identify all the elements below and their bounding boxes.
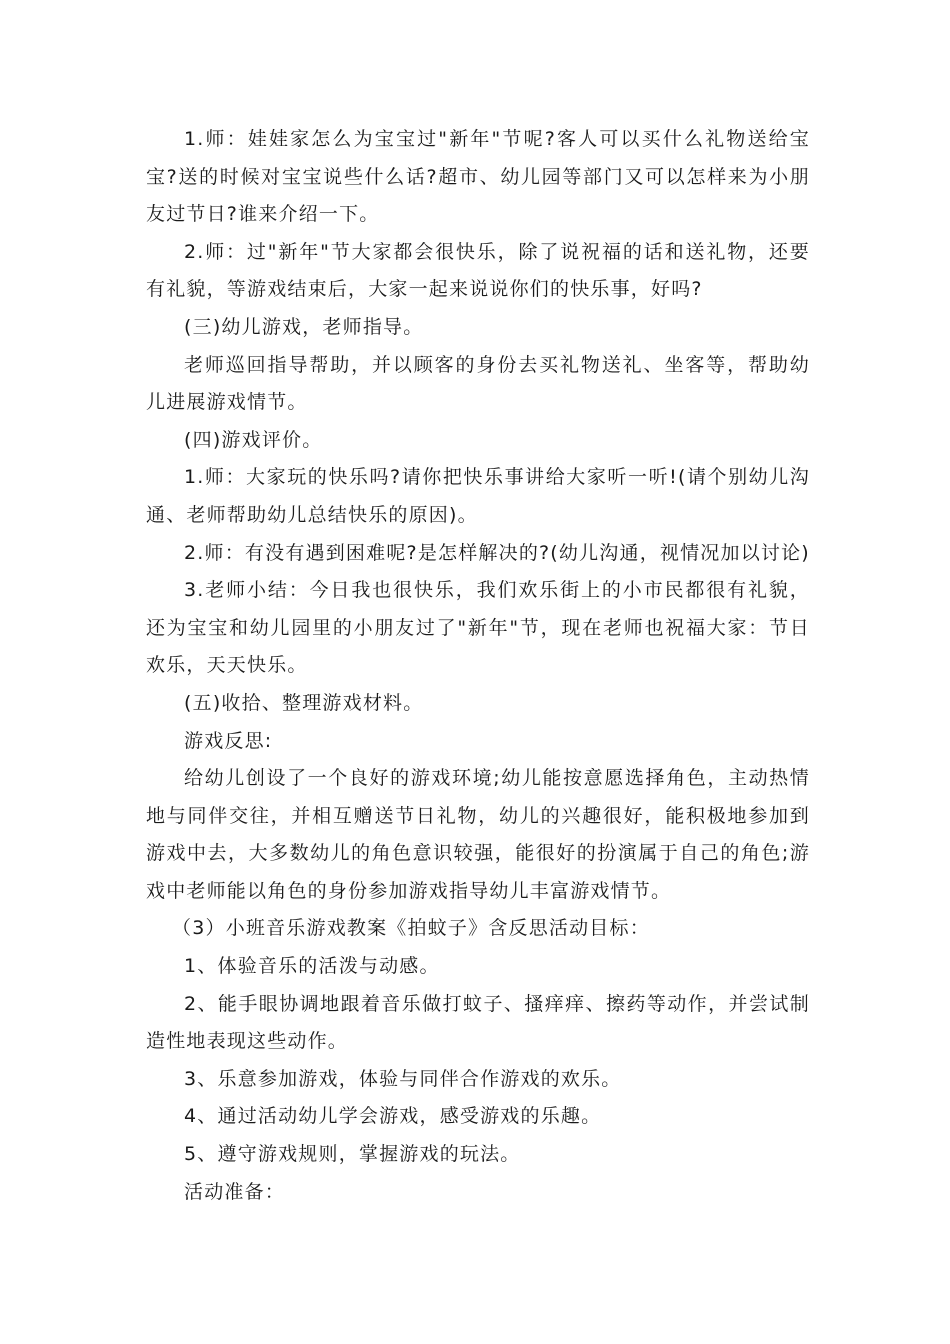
paragraph-evaluation-2: 2.师：有没有遇到困难呢?是怎样解决的?(幼儿沟通，视情况加以讨论) xyxy=(184,541,810,564)
goal-item-5: 5、遵守游戏规则，掌握游戏的玩法。 xyxy=(184,1143,521,1166)
paragraph-reflection: 给幼儿创设了一个良好的游戏环境;幼儿能按意愿选择角色，主动热情地与同伴交往，并相互赠送节日礼物，幼儿的兴趣很好，能积极地参加到游戏中去，大多数幼儿的角色意识较强，能很好的扮演属于自己的角色;游戏中老师能以角色的身份参加游戏指导幼儿丰富游戏情节。 xyxy=(146,767,810,902)
section-heading-game-evaluation: (四)游戏评价。 xyxy=(184,428,323,451)
paragraph-evaluation-1: 1.师：大家玩的快乐吗?请你把快乐事讲给大家听一听!(请个别幼儿沟通、老师帮助幼儿总结快乐的原因)。 xyxy=(146,466,810,526)
goal-item-1: 1、体验音乐的活泼与动感。 xyxy=(184,955,440,978)
heading-lesson-plan-title: （3）小班音乐游戏教案《拍蚊子》含反思活动目标： xyxy=(172,917,650,940)
paragraph-teacher-summary: 3.老师小结：今日我也很快乐，我们欢乐街上的小市民都很有礼貌，还为宝宝和幼儿园里的小朋友过了"新年"节，现在老师也祝福大家：节日欢乐，天天快乐。 xyxy=(146,579,810,677)
goal-item-3: 3、乐意参加游戏，体验与同伴合作游戏的欢乐。 xyxy=(184,1067,622,1090)
paragraph-teacher-question-1: 1.师：娃娃家怎么为宝宝过"新年"节呢?客人可以买什么礼物送给宝宝?送的时候对宝宝说些什么话?超市、幼儿园等部门又可以怎样来为小朋友过节日?谁来介绍一下。 xyxy=(146,128,810,226)
heading-activity-preparation: 活动准备： xyxy=(184,1180,286,1203)
section-heading-children-play: (三)幼儿游戏，老师指导。 xyxy=(184,315,424,338)
heading-game-reflection: 游戏反思: xyxy=(184,729,273,752)
paragraph-teacher-question-2: 2.师：过"新年"节大家都会很快乐，除了说祝福的话和送礼物，还要有礼貌，等游戏结束后，大家一起来说说你们的快乐事，好吗? xyxy=(146,240,810,301)
goal-item-4: 4、通过活动幼儿学会游戏，感受游戏的乐趣。 xyxy=(184,1105,602,1128)
goal-item-2: 2、能手眼协调地跟着音乐做打蚊子、搔痒痒、擦药等动作，并尝试制造性地表现这些动作。 xyxy=(146,992,810,1053)
paragraph-teacher-guidance: 老师巡回指导帮助，并以顾客的身份去买礼物送礼、坐客等，帮助幼儿进展游戏情节。 xyxy=(146,353,810,414)
document-body xyxy=(146,121,810,1211)
section-heading-cleanup: (五)收拾、整理游戏材料。 xyxy=(184,691,424,714)
